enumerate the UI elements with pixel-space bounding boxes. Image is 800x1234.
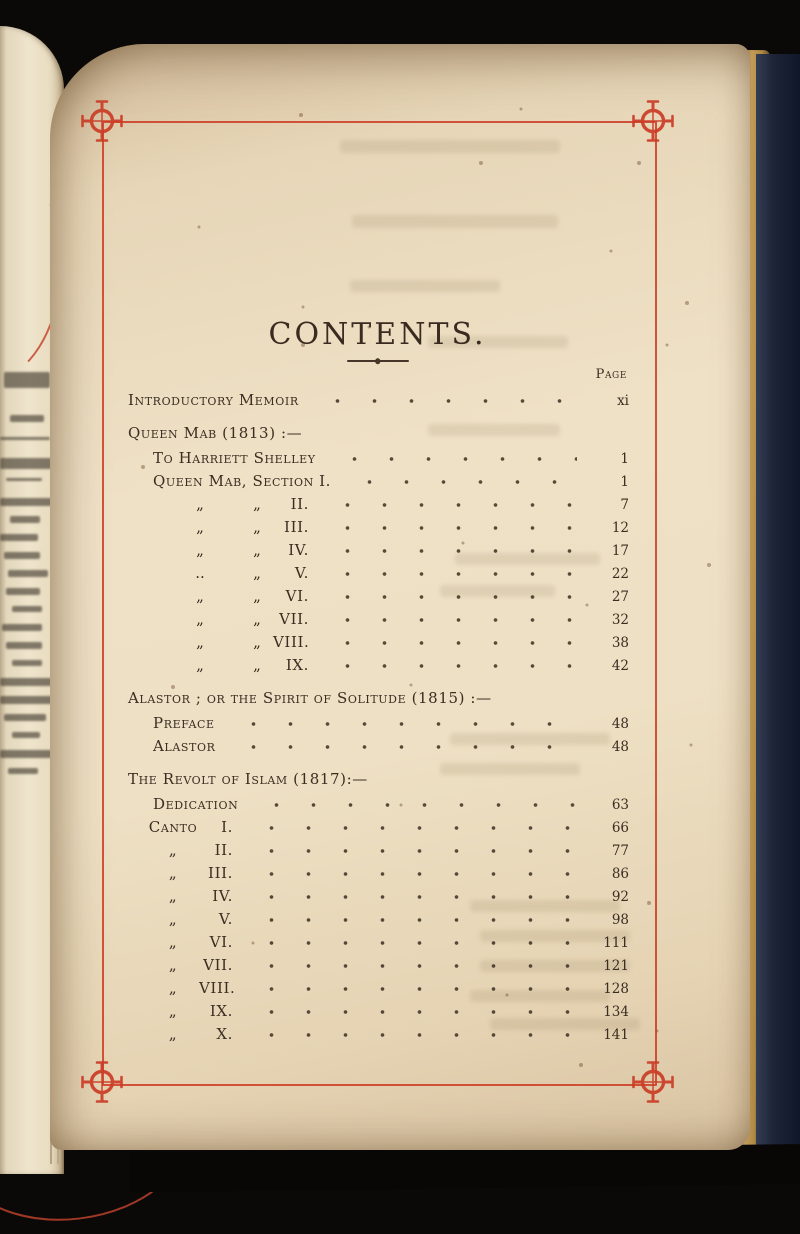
foxing-specks [50,44,52,46]
ghost-text-bar [12,732,40,738]
toc-row [102,539,653,562]
dot-leader [250,801,577,809]
toc-row [102,862,653,885]
toc-entry-label: To Harriett Shelley [153,449,316,468]
dot-leader [245,985,577,993]
toc-entry-label: Introductory Memoir [128,391,299,410]
toc-page-number: 1 [620,474,629,491]
toc-page-number: 38 [611,635,629,652]
book-cover [756,54,800,1174]
dot-leader [321,616,577,624]
ditto-mark: „ [196,656,204,675]
toc-row [102,562,653,585]
toc-row [102,654,653,677]
toc-page-number: 1 [620,451,629,468]
ditto-mark: „ [253,610,261,629]
ghost-text-bar [0,498,55,506]
toc-row [102,908,653,931]
toc-section-numeral: VI. [285,587,309,606]
toc-page-number: 42 [611,658,629,675]
toc-page-number: 22 [611,566,629,583]
page-title: CONTENTS. [268,317,487,352]
toc-rows [102,389,653,1046]
dot-leader [343,478,577,486]
ghost-text-bar [4,552,40,559]
toc-canto-numeral: IV. [212,887,233,906]
ditto-mark: „ [253,518,261,537]
toc-row [102,793,653,816]
toc-page-number: 121 [603,958,629,975]
dot-leader [245,916,577,924]
toc-page-number: 128 [603,981,629,998]
dot-leader [245,1031,577,1039]
toc-canto-numeral: II. [214,841,233,860]
toc-page-number: 27 [611,589,629,606]
book-page [50,44,750,1150]
toc-row [102,1023,653,1046]
toc-page-number: 17 [611,543,629,560]
toc-page-number: 134 [603,1004,629,1021]
dot-leader [321,593,577,601]
toc-canto-label: „ [168,956,178,975]
ditto-mark: „ [253,541,261,560]
ghost-text-bar [6,588,40,595]
toc-canto-numeral: VI. [209,933,233,952]
dot-leader [321,662,577,670]
toc-row [102,422,653,445]
ditto-mark: „ [253,587,261,606]
toc-page-number: 7 [620,497,629,514]
dot-leader [245,870,577,878]
dot-leader [245,962,577,970]
toc-entry-label: Dedication [153,795,239,814]
toc-page-number: 63 [611,797,629,814]
dot-leader [227,720,577,728]
toc-canto-numeral: VII. [203,956,233,975]
ghost-text-bar [8,768,38,774]
toc-row [102,885,653,908]
ghost-text-bar [0,534,38,541]
ditto-mark: „ [196,495,204,514]
ghost-text-bar [6,478,42,481]
ditto-mark: „ [253,495,261,514]
toc-canto-label: „ [168,841,178,860]
toc-section-numeral: III. [284,518,309,537]
dot-leader [321,524,577,532]
dot-leader [328,455,577,463]
dot-leader [245,1008,577,1016]
toc-canto-label: „ [168,864,178,883]
book-bottom-shadow [130,1144,800,1193]
title-rule-ornament [347,360,409,362]
dot-leader [321,501,577,509]
toc-page-number: 141 [603,1027,629,1044]
ditto-mark: „ [253,633,261,652]
ditto-mark: „ [196,633,204,652]
toc-row [102,389,653,412]
toc-row [102,447,653,470]
ditto-mark: „ [253,564,261,583]
ghost-text-bar [0,437,50,440]
ditto-mark: „ [196,541,204,560]
ghost-text-bar [2,624,42,631]
toc-section-numeral: VIII. [273,633,310,652]
toc-page-number: 48 [611,716,629,733]
toc-canto-label: „ [168,1002,178,1021]
ditto-mark: „ [196,610,204,629]
toc-canto-label: „ [168,1025,178,1044]
dot-leader [227,743,577,751]
toc-row [102,816,653,839]
toc-row [102,735,653,758]
ghost-text-bar [10,415,44,422]
toc-canto-label: „ [168,887,178,906]
toc-section-heading: Alastor ; or the Spirit of Solitude (1815) :— [128,689,492,708]
toc-page-number: 32 [611,612,629,629]
toc-canto-label: Canto [148,818,198,837]
toc-page-number: 77 [611,843,629,860]
toc-row [102,608,653,631]
dot-leader [311,397,577,405]
ditto-mark: .. [195,564,205,583]
toc-canto-numeral: V. [218,910,233,929]
toc-row [102,470,653,493]
toc-entry-label: Alastor [153,737,216,756]
toc-section-numeral: IV. [288,541,309,560]
dot-leader [321,547,577,555]
toc-row [102,687,653,710]
toc-row [102,493,653,516]
dot-leader [245,824,577,832]
toc-page-number: 92 [611,889,629,906]
toc-row [102,1000,653,1023]
toc-canto-label: „ [168,979,178,998]
ghost-text-bar [8,570,48,577]
ghost-text-bar [12,606,42,612]
ghost-text-bar [0,750,52,758]
toc-canto-numeral: X. [216,1025,233,1044]
toc-page-number: xi [617,393,629,410]
dot-leader [245,939,577,947]
toc-row [102,585,653,608]
toc-section-numeral: V. [294,564,309,583]
toc-row [102,712,653,735]
toc-row [102,516,653,539]
toc-row [102,768,653,791]
toc-canto-numeral: I. [221,818,233,837]
toc-row [102,931,653,954]
ditto-mark: „ [196,518,204,537]
ghost-text-bar [4,372,50,388]
toc-entry-label: Queen Mab, Section I. [153,472,332,491]
toc-canto-numeral: III. [208,864,233,883]
page-content [102,121,653,1082]
ghost-text-bar [6,642,42,649]
toc-row [102,977,653,1000]
toc-canto-numeral: VIII. [199,979,236,998]
ditto-mark: „ [253,656,261,675]
dot-leader [321,570,577,578]
toc-row [102,954,653,977]
toc-canto-numeral: IX. [209,1002,233,1021]
toc-row [102,631,653,654]
dot-leader [245,847,577,855]
page-column-header: Page [595,367,627,383]
toc-row [102,839,653,862]
toc-section-numeral: II. [290,495,309,514]
ghost-text-bar [10,516,40,523]
ghost-text-bar [0,458,52,469]
toc-page-number: 66 [611,820,629,837]
ditto-mark: „ [196,587,204,606]
ghost-text-bar [4,714,46,721]
toc-page-number: 12 [611,520,629,537]
toc-entry-label: Preface [153,714,215,733]
toc-page-number: 86 [611,866,629,883]
dot-leader [245,893,577,901]
toc-canto-label: „ [168,933,178,952]
toc-section-heading: Queen Mab (1813) :— [128,424,303,443]
toc-section-heading: The Revolt of Islam (1817):— [128,770,368,789]
toc-page-number: 48 [611,739,629,756]
dot-leader [321,639,577,647]
toc-section-numeral: IX. [285,656,309,675]
toc-section-numeral: VII. [279,610,309,629]
toc-page-number: 111 [603,935,629,952]
toc-page-number: 98 [611,912,629,929]
toc-canto-label: „ [168,910,178,929]
ghost-text-bar [12,660,42,666]
ghost-text-bar [0,696,56,704]
